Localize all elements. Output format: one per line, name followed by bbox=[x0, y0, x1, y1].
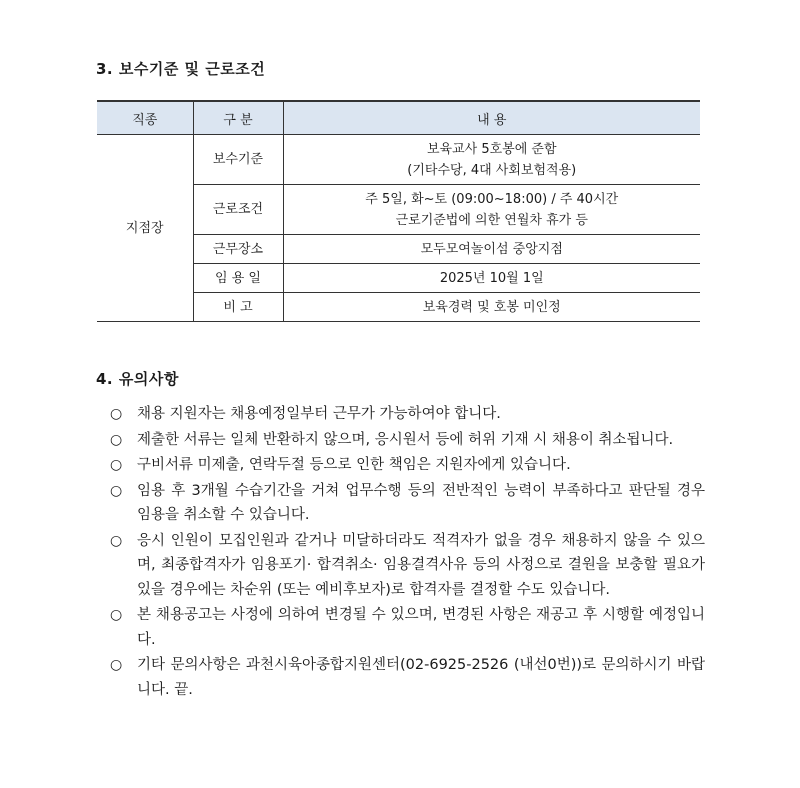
list-item bbox=[110, 479, 705, 528]
list-item bbox=[110, 653, 705, 702]
note-text: 응시 인원이 모집인원과 같거나 미달하더라도 적격자가 없을 경우 채용하지 않을 수 있으며, 최종합격자가 임용포기· 합격취소· 임용결격사유 등의 사정으로 결원을 보충할 필요가 있을 경우에는 차순위 (또는 예비후보자)로 합격자를 결정할 수도 있습니다. bbox=[137, 532, 705, 598]
circle-bullet-icon: ○ bbox=[110, 607, 123, 623]
list-item bbox=[110, 529, 705, 603]
note-text: 구비서류 미제출, 연락두절 등으로 인한 책임은 지원자에게 있습니다. bbox=[137, 457, 571, 473]
notes-list bbox=[110, 402, 705, 703]
section-4-title: 4. 유의사항 bbox=[96, 370, 179, 388]
row-content-location: 모두모여놀이섬 중앙지점 bbox=[283, 235, 700, 264]
content-line: (기타수당, 4대 사회보험적용) bbox=[407, 162, 577, 178]
circle-bullet-icon: ○ bbox=[110, 457, 123, 473]
row-label-salary: 보수기준 bbox=[193, 135, 283, 185]
list-item bbox=[110, 603, 705, 652]
circle-bullet-icon: ○ bbox=[110, 482, 123, 499]
header-job-type: 직종 bbox=[97, 101, 193, 135]
list-item bbox=[110, 428, 705, 453]
content-line: 주 5일, 화~토 (09:00~18:00) / 주 40시간 bbox=[365, 191, 619, 207]
table-header-row bbox=[97, 101, 700, 135]
note-text: 본 채용공고는 사정에 의하여 변경될 수 있으며, 변경된 사항은 재공고 후 시행할 예정입니다. bbox=[137, 607, 705, 648]
row-content-remarks: 보육경력 및 호봉 미인정 bbox=[283, 293, 700, 322]
list-item bbox=[110, 453, 705, 478]
circle-bullet-icon: ○ bbox=[110, 532, 123, 549]
content-line: 근로기준법에 의한 연월차 휴가 등 bbox=[395, 212, 588, 228]
list-item bbox=[110, 402, 705, 427]
header-content: 내 용 bbox=[283, 101, 700, 135]
circle-bullet-icon: ○ bbox=[110, 657, 123, 673]
section-3-title: 3. 보수기준 및 근로조건 bbox=[96, 60, 266, 78]
note-text: 임용 후 3개월 수습기간을 거쳐 업무수행 등의 전반적인 능력이 부족하다고 판단될 경우 임용을 취소할 수 있습니다. bbox=[137, 482, 705, 523]
row-content-appointment: 2025년 10월 1일 bbox=[283, 264, 700, 293]
conditions-table bbox=[97, 100, 700, 322]
job-cell: 지점장 bbox=[97, 135, 193, 322]
circle-bullet-icon: ○ bbox=[110, 431, 123, 448]
row-content-salary bbox=[283, 135, 700, 185]
row-label-conditions: 근로조건 bbox=[193, 185, 283, 235]
note-text: 기타 문의사항은 과천시육아종합지원센터(02-6925-2526 (내선0번))로 문의하시기 바랍니다. 끝. bbox=[137, 657, 705, 698]
table-row bbox=[97, 135, 700, 185]
content-line: 보육교사 5호봉에 준함 bbox=[426, 141, 557, 157]
header-category: 구 분 bbox=[193, 101, 283, 135]
row-label-remarks: 비 고 bbox=[193, 293, 283, 322]
row-label-location: 근무장소 bbox=[193, 235, 283, 264]
note-text: 채용 지원자는 채용예정일부터 근무가 가능하여야 합니다. bbox=[137, 406, 501, 422]
row-content-conditions bbox=[283, 185, 700, 235]
circle-bullet-icon: ○ bbox=[110, 406, 123, 422]
note-text: 제출한 서류는 일체 반환하지 않으며, 응시원서 등에 허위 기재 시 채용이 취소됩니다. bbox=[137, 431, 674, 448]
row-label-appointment: 임 용 일 bbox=[193, 264, 283, 293]
